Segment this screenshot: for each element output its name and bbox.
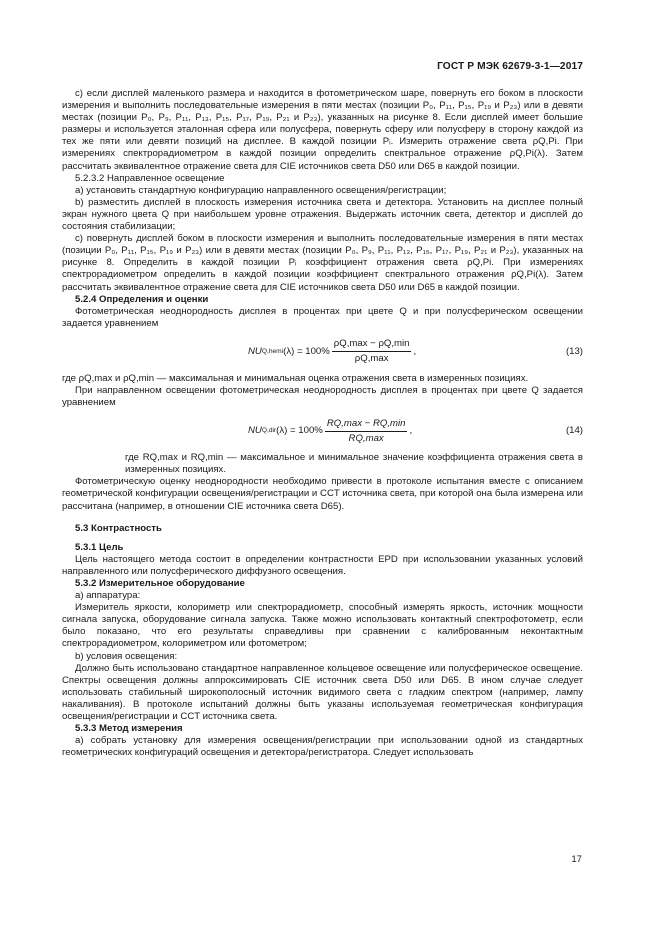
equation-factor: = 100% bbox=[290, 425, 323, 437]
equation-fraction bbox=[332, 338, 412, 365]
equation-lhs: NU bbox=[248, 345, 262, 357]
paragraph: При направленном освещении фотометрическая неоднородность дисплея в процентах при цвете Q задается уравнением bbox=[62, 384, 583, 409]
equation-13: NU Q,hemi (λ) = 100% $\frac{\rho Q,\max - \rho Q,\min}{\rho Q,\max}$ , (13) bbox=[248, 338, 583, 365]
section-heading: 5.3 Контрастность bbox=[75, 522, 162, 534]
equation-numerator: ρQ,max − ρQ,min bbox=[332, 338, 412, 352]
equation-fraction bbox=[325, 418, 408, 445]
paragraph: Цель настоящего метода состоит в определении контрастности EPD при использовании указанных условий направленного или полусферического диффузного освещения. bbox=[62, 553, 583, 577]
section-heading: 5.3.3 Метод измерения bbox=[75, 723, 183, 735]
paragraph: a) собрать установку для измерения освещения/регистрации при использовании одной из стандартных геометрических конфигураций освещения и детектора/регистратора. Следует использовать bbox=[62, 735, 583, 759]
paragraph: b) разместить дисплей в плоскость измерения источника света и детектора. Установить на дисплее полный экран нужного цвета Q при наибольшем уровне отражения. Выдержать источник света, детектор и дисплей до состояния стабилизации; bbox=[62, 196, 583, 233]
paragraph: b) условия освещения: bbox=[75, 650, 178, 662]
equation-number: (13) bbox=[565, 345, 583, 357]
page-content bbox=[62, 88, 583, 759]
equation-number: (14) bbox=[565, 425, 583, 437]
document-header: ГОСТ Р МЭК 62679-3-1—2017 bbox=[437, 61, 583, 72]
paragraph: Должно быть использовано стандартное направленное кольцевое освещение или полусферическое освещение. Спектры освещения должны аппроксимировать CIE источник света D50 или D65. В ином случае следует использовать стабильный широкополосный источник видимого света с гладким спектром (например, лампу накаливания). В протоколе испытаний должны быть указаны используемая геометрическая конфигурация освещения/регистрации и CCT источника света. bbox=[62, 662, 583, 723]
section-heading: 5.3.2 Измерительное оборудование bbox=[75, 578, 245, 589]
equation-lhs: NU bbox=[248, 425, 262, 437]
paragraph: 5.2.3.2 Направленное освещение bbox=[75, 172, 225, 184]
equation-14: NU Q,dir (λ) = 100% $\frac{RQ,\max - RQ,\min}{RQ,\max}$ , (14) bbox=[248, 417, 583, 444]
equation-denominator: RQ,max bbox=[348, 432, 384, 444]
paragraph: где ρQ,max и ρQ,min — максимальная и минимальная оценка отражения света в измеренных позициях. bbox=[62, 372, 529, 384]
equation-arg: (λ) bbox=[283, 345, 295, 357]
section-heading: 5.3.1 Цель bbox=[75, 541, 124, 553]
paragraph: где RQ,max и RQ,min — максимальное и минимальное значение коэффициента отражения света в измеренных позициях. bbox=[125, 452, 583, 476]
paragraph: с) если дисплей маленького размера и находится в фотометрическом шаре, повернуть его боком в плоскости измерения и выполнить последовательные измерения в пяти местах (позиции P₀, P₁₁, P₁₅, P₁₉ и P₂₃) или в девяти местах (позиции P₀, P₉, P₁₁, P₁₃, P₁₅, P₁₇, P₁₉, P₂₁ и P₂₃), указанных на рисунке 8. Если дисплей имеет большие размеры и используется эталонная сфера или полусфера, повернуть сферу или полусферу в сторону каждой из тех же пяти или девяти позиций на дисплее. В каждой позиции Pᵢ. Измерить отражение света ρQ,Pi. При измерениях спектрорадиометром в каждой позиции определить спектральное отражение ρQ,Pi(λ). Затем рассчитать эквивалентное отражение света для CIE источников света D50 или D65 в каждой позиции. bbox=[62, 88, 583, 172]
equation-factor: = 100% bbox=[296, 345, 330, 357]
equation-numerator: RQ,max − RQ,min bbox=[325, 418, 408, 432]
paragraph: Фотометрическая неоднородность дисплея в процентах при цвете Q и при полусферическом освещении задается уравнением bbox=[62, 305, 583, 329]
paragraph: Фотометрическую оценку неоднородности необходимо привести в протоколе испытания вместе с описанием геометрической конфигурации освещения/регистрации и CCT источника света, при которой она была измерена или рассчитана (например, в отношении CIE источника света D65). bbox=[62, 476, 583, 512]
equation-arg: (λ) bbox=[276, 425, 288, 437]
section-heading: 5.2.4 Определения и оценки bbox=[75, 293, 209, 305]
paragraph: a) аппаратура: bbox=[75, 590, 141, 602]
paragraph: Измеритель яркости, колориметр или спектрорадиометр, способный измерять яркость, источник мощности сигнала запуска, оборудование сигнала запуска. Также можно использовать контактный спектрофотометр, если было показано, что его результаты справедливы при сравнении с калиброванным неконтактным спектрорадиометром, колориметром или фотометром; bbox=[62, 602, 583, 650]
paragraph: с) повернуть дисплей боком в плоскости измерения и выполнить последовательные измерения в пяти местах (позиции P₀, P₁₁, P₁₅, P₁₉ и P₂₃) или в девяти местах (позиции P₀, P₉, P₁₁, P₁₃, P₁₅, P₁₇, P₁₉, P₂₁ и P₂₃), указанных на рисунке 8. Определить в каждой позиции Pᵢ коэффициент отражения света ρQ,Pi. При измерениях спектрорадиометром определить в каждой позиции коэффициент спектрального отражения ρQ,Pi(λ). Затем рассчитать эквивалентное отражение света для CIE источников света D50 или D65 в каждой позиции. bbox=[62, 233, 583, 293]
page-number: 17 bbox=[571, 854, 582, 865]
equation-tail: , bbox=[413, 345, 417, 357]
equation-denominator: ρQ,max bbox=[354, 353, 389, 365]
equation-tail: , bbox=[409, 425, 413, 437]
paragraph: a) установить стандартную конфигурацию направленного освещения/регистрации; bbox=[75, 184, 447, 196]
